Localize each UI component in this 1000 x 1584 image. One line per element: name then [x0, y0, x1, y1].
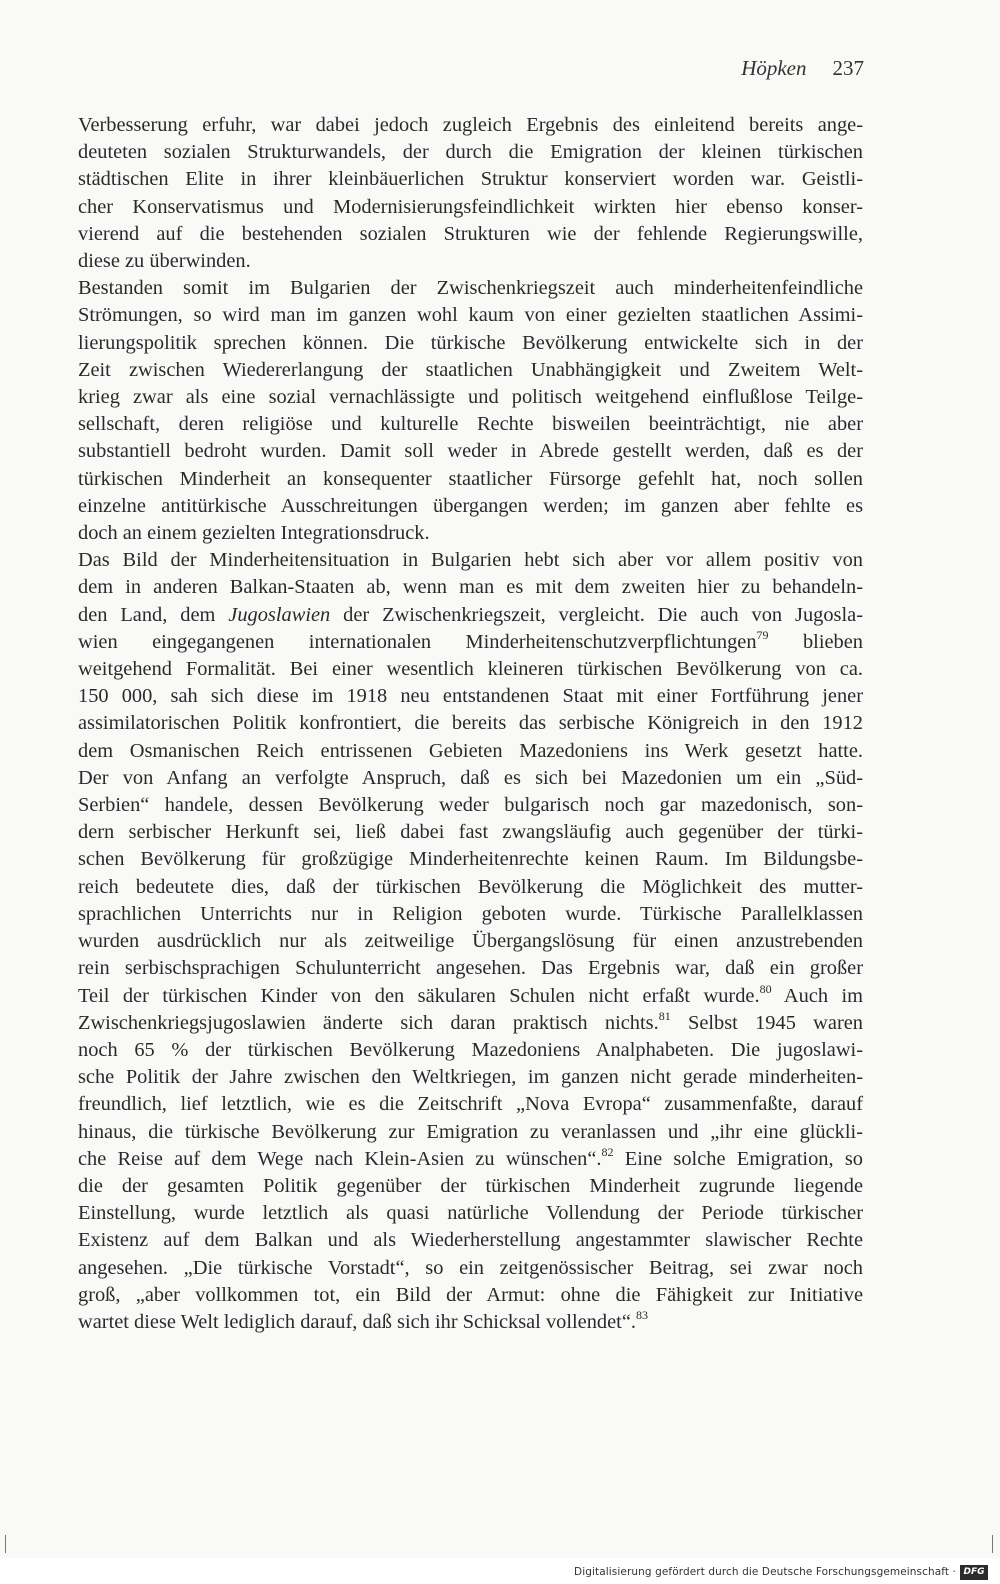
- text-line: schen Bevölkerung für großzügige Minderheitenrechte keinen Raum. Im Bildungsbe-: [78, 848, 863, 871]
- text-line: Strömungen, so wird man im ganzen wohl kaum von einer gezielten staatlichen Assimi-: [78, 304, 863, 327]
- text-line: deuteten sozialen Strukturwandels, der durch die Emigration der kleinen türkischen: [78, 141, 863, 164]
- text-segment: Selbst 1945 waren: [670, 1011, 863, 1034]
- text-line: Serbien“ handele, dessen Bevölkerung weder bulgarisch noch gar mazedonisch, son-: [78, 794, 863, 817]
- text-line: weitgehend Formalität. Bei einer wesentlich kleineren türkischen Bevölkerung von ca.: [78, 658, 863, 681]
- scan-edge-mark: [992, 1535, 993, 1553]
- text-line: doch an einem gezielten Integrationsdruck.: [78, 522, 430, 545]
- text-line: [78, 629, 863, 656]
- footnote-ref-82[interactable]: 82: [601, 1144, 614, 1159]
- text-line: vierend auf die bestehenden sozialen Strukturen wie der fehlende Regierungswille,: [78, 222, 863, 245]
- text-line: [78, 1010, 863, 1037]
- text-line: sellschaft, deren religiöse und kulturelle Rechte bisweilen beeinträchtigt, nie aber: [78, 413, 863, 436]
- footnote-ref-81[interactable]: 81: [658, 1008, 671, 1023]
- body-text: [78, 112, 863, 1336]
- text-segment: che Reise auf dem Wege nach Klein-Asien zu wünschen“.: [78, 1147, 602, 1170]
- footer-bar: [0, 1558, 1000, 1584]
- text-line: sprachlichen Unterrichts nur in Religion geboten wurde. Türkische Parallelklassen: [78, 902, 863, 925]
- text-line: angesehen. „Die türkische Vorstadt“, so ein zeitgenössischer Beitrag, sei zwar noch: [78, 1256, 863, 1279]
- text-line: Der von Anfang an verfolgte Anspruch, daß es sich bei Mazedonien um ein „Süd-: [78, 766, 863, 789]
- text-segment: den Land, dem: [78, 603, 229, 626]
- scan-edge-mark: [5, 1535, 6, 1553]
- text-line: [78, 602, 863, 629]
- text-line: Bestanden somit im Bulgarien der Zwischenkriegszeit auch minderheitenfeindliche: [78, 277, 863, 300]
- text-segment: blieben: [768, 630, 863, 653]
- text-line: krieg zwar als eine sozial vernachlässigte und politisch weitgehend einflußlose Teilge-: [78, 386, 863, 409]
- text-line: wurden ausdrücklich nur als zeitweilige Übergangslösung für einen anzustrebenden: [78, 930, 863, 953]
- text-segment: wartet diese Welt lediglich darauf, daß sich ihr Schicksal vollendet“.: [78, 1310, 636, 1333]
- text-line: rein serbischsprachigen Schulunterricht angesehen. Das Ergebnis war, daß ein großer: [78, 957, 863, 980]
- text-line: Das Bild der Minderheitensituation in Bulgarien hebt sich aber vor allem positiv von: [78, 549, 863, 572]
- text-segment: Zwischenkriegsjugoslawien änderte sich daran praktisch nichts.: [78, 1011, 659, 1034]
- text-line: einzelne antitürkische Ausschreitungen übergangen werden; im ganzen aber fehlte es: [78, 494, 863, 517]
- text-line: substantiell bedroht wurden. Damit soll weder in Abrede gestellt werden, daß es der: [78, 440, 863, 463]
- text-segment: Auch im: [771, 984, 863, 1007]
- text-segment: wien eingegangenen internationalen Minderheitenschutzverpflichtungen: [78, 630, 757, 653]
- text-line: [78, 983, 863, 1010]
- text-line: Einstellung, wurde letztlich als quasi natürliche Vollendung der Periode türkischer: [78, 1202, 863, 1225]
- text-line: noch 65 % der türkischen Bevölkerung Mazedoniens Analphabeten. Die jugoslawi-: [78, 1038, 863, 1061]
- running-header-author: Höpken: [741, 56, 807, 80]
- text-line: dem in anderen Balkan-Staaten ab, wenn man es mit dem zweiten hier zu behandeln-: [78, 576, 863, 599]
- emphasis-jugoslawien: Jugoslawien: [228, 603, 331, 626]
- text-segment: Eine solche Emigration, so: [613, 1147, 863, 1170]
- footnote-ref-83[interactable]: 83: [635, 1307, 648, 1322]
- text-line: türkischen Minderheit an konsequenter staatlicher Fürsorge gefehlt hat, noch sollen: [78, 467, 863, 490]
- text-line: hinaus, die türkische Bevölkerung zur Emigration zu veranlassen und „ihr eine glückli-: [78, 1120, 863, 1143]
- text-line: Zeit zwischen Wiedererlangung der staatlichen Unabhängigkeit und Zweitem Welt-: [78, 358, 863, 381]
- text-line: [78, 1146, 863, 1173]
- text-line: dern serbischer Herkunft sei, ließ dabei fast zwangsläufig auch gegenüber der türki-: [78, 821, 863, 844]
- text-line: dem Osmanischen Reich entrissenen Gebieten Mazedoniens ins Werk gesetzt hatte.: [78, 739, 863, 762]
- text-line: die der gesamten Politik gegenüber der türkischen Minderheit zugrunde liegende: [78, 1174, 863, 1197]
- text-line: cher Konservatismus und Modernisierungsfeindlichkeit wirkten hier ebenso konser-: [78, 195, 863, 218]
- text-line: lierungspolitik sprechen können. Die türkische Bevölkerung entwickelte sich in der: [78, 331, 863, 354]
- text-line: reich bedeutete dies, daß der türkischen Bevölkerung die Möglichkeit des mutter-: [78, 875, 863, 898]
- footnote-ref-80[interactable]: 80: [759, 981, 772, 996]
- text-segment: der Zwischenkriegszeit, vergleicht. Die auch von Jugosla-: [330, 603, 863, 626]
- text-line: groß, „aber vollkommen tot, ein Bild der Armut: ohne die Fähigkeit zur Initiative: [78, 1283, 863, 1306]
- page-number: 237: [832, 56, 864, 80]
- text-segment: Teil der türkischen Kinder von den säkularen Schulen nicht erfaßt wurde.: [78, 984, 760, 1007]
- text-line: sche Politik der Jahre zwischen den Weltkriegen, im ganzen nicht gerade minderheiten-: [78, 1066, 863, 1089]
- digitization-credit: Digitalisierung gefördert durch die Deutsche Forschungsgemeinschaft ·: [574, 1566, 956, 1578]
- text-line: freundlich, lief letztlich, wie es die Zeitschrift „Nova Evropa“ zusammenfaßte, darauf: [78, 1093, 863, 1116]
- text-line: assimilatorischen Politik konfrontiert, die bereits das serbische Königreich in den 1912: [78, 712, 863, 735]
- text-line: Verbesserung erfuhr, war dabei jedoch zugleich Ergebnis des einleitend bereits ange-: [78, 114, 863, 136]
- text-line: städtischen Elite in ihrer kleinbäuerlichen Struktur konserviert worden war. Geistli-: [78, 168, 863, 191]
- text-line: [78, 1309, 863, 1336]
- footnote-ref-79[interactable]: 79: [756, 627, 769, 642]
- text-line: 150 000, sah sich diese im 1918 neu entstandenen Staat mit einer Fortführung jener: [78, 685, 863, 708]
- dfg-logo: DFG: [960, 1565, 988, 1580]
- text-line: diese zu überwinden.: [78, 250, 251, 273]
- text-line: Existenz auf dem Balkan und als Wiederherstellung angestammter slawischer Rechte: [78, 1229, 863, 1252]
- running-header: [741, 56, 864, 81]
